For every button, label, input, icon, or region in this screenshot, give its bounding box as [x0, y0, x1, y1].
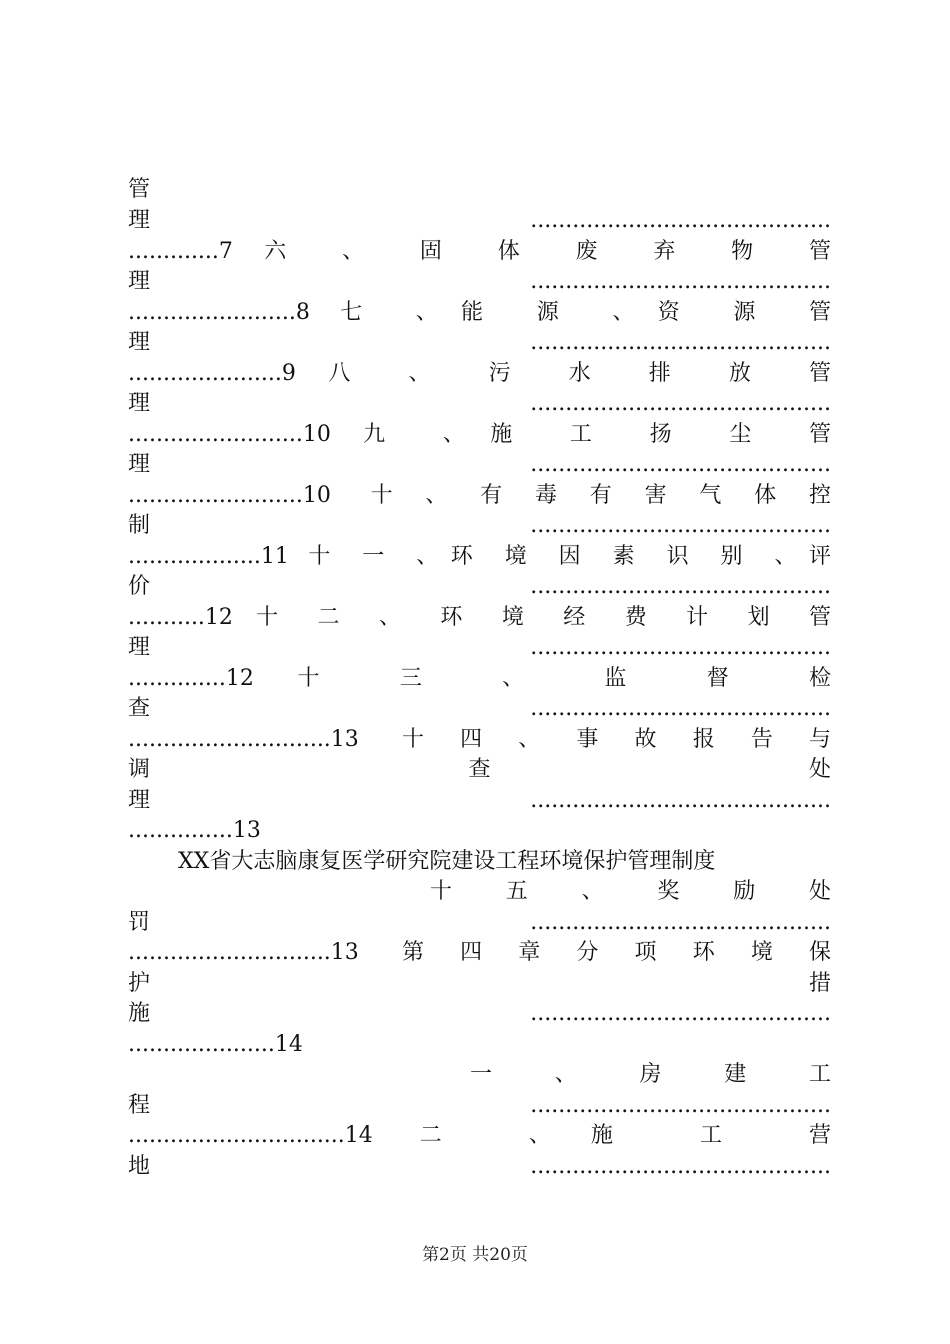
toc-line: 理...........................................: [128, 208, 831, 233]
page-number-footer: 第2页 共20页: [422, 1245, 528, 1265]
toc-line: 程...........................................: [128, 1093, 831, 1118]
toc-line: 理...........................................: [128, 788, 831, 813]
toc-line: 制...........................................: [128, 513, 831, 538]
toc-line: 一 、 房 建 工: [470, 1062, 831, 1087]
toc-line: 理...........................................: [128, 330, 831, 355]
toc-line: 调 查 处: [128, 757, 831, 782]
toc-line: 罚...........................................: [128, 910, 831, 935]
toc-line: 管: [128, 177, 151, 202]
toc-line: ........................8 七 、能 源 、资 源 管: [128, 300, 831, 325]
toc-line: ...............13: [128, 818, 261, 843]
toc-line: .............................13 十四、事故报告与: [128, 727, 831, 752]
toc-line: 理...........................................: [128, 635, 831, 660]
toc-line: 理...........................................: [128, 452, 831, 477]
toc-line: ......................9 八 、 污 水 排 放 管: [128, 361, 831, 386]
toc-line: 理...........................................: [128, 391, 831, 416]
toc-line: .........................10 十、有毒有害气体控: [128, 483, 831, 508]
toc-line: 十 五 、 奖 励 处: [430, 879, 831, 904]
toc-line: 护 措: [128, 971, 831, 996]
toc-line: ...............................14 二 、施 工 营: [128, 1123, 831, 1148]
toc-line: 施...........................................: [128, 1001, 831, 1026]
toc-line: 地...........................................: [128, 1154, 831, 1179]
toc-line: .....................14: [128, 1032, 303, 1057]
toc-line: .........................10 九 、施 工 扬 尘 管: [128, 422, 831, 447]
toc-line: ...................11 十 一 、环 境 因 素 识 别 、评: [128, 544, 831, 569]
toc-line: .............................13 第四章分项环境保: [128, 940, 831, 965]
toc-line: ..............12 十 三 、 监 督 检: [128, 666, 831, 691]
toc-line: 价...........................................: [128, 574, 831, 599]
toc-line: 理...........................................: [128, 269, 831, 294]
toc-line: .............7 六 、 固 体 废 弃 物 管: [128, 239, 831, 264]
document-title: XX省大志脑康复医学研究院建设工程环境保护管理制度: [178, 849, 716, 874]
toc-line: 查...........................................: [128, 696, 831, 721]
toc-line: ...........12 十 二 、 环 境 经 费 计 划 管: [128, 605, 831, 630]
